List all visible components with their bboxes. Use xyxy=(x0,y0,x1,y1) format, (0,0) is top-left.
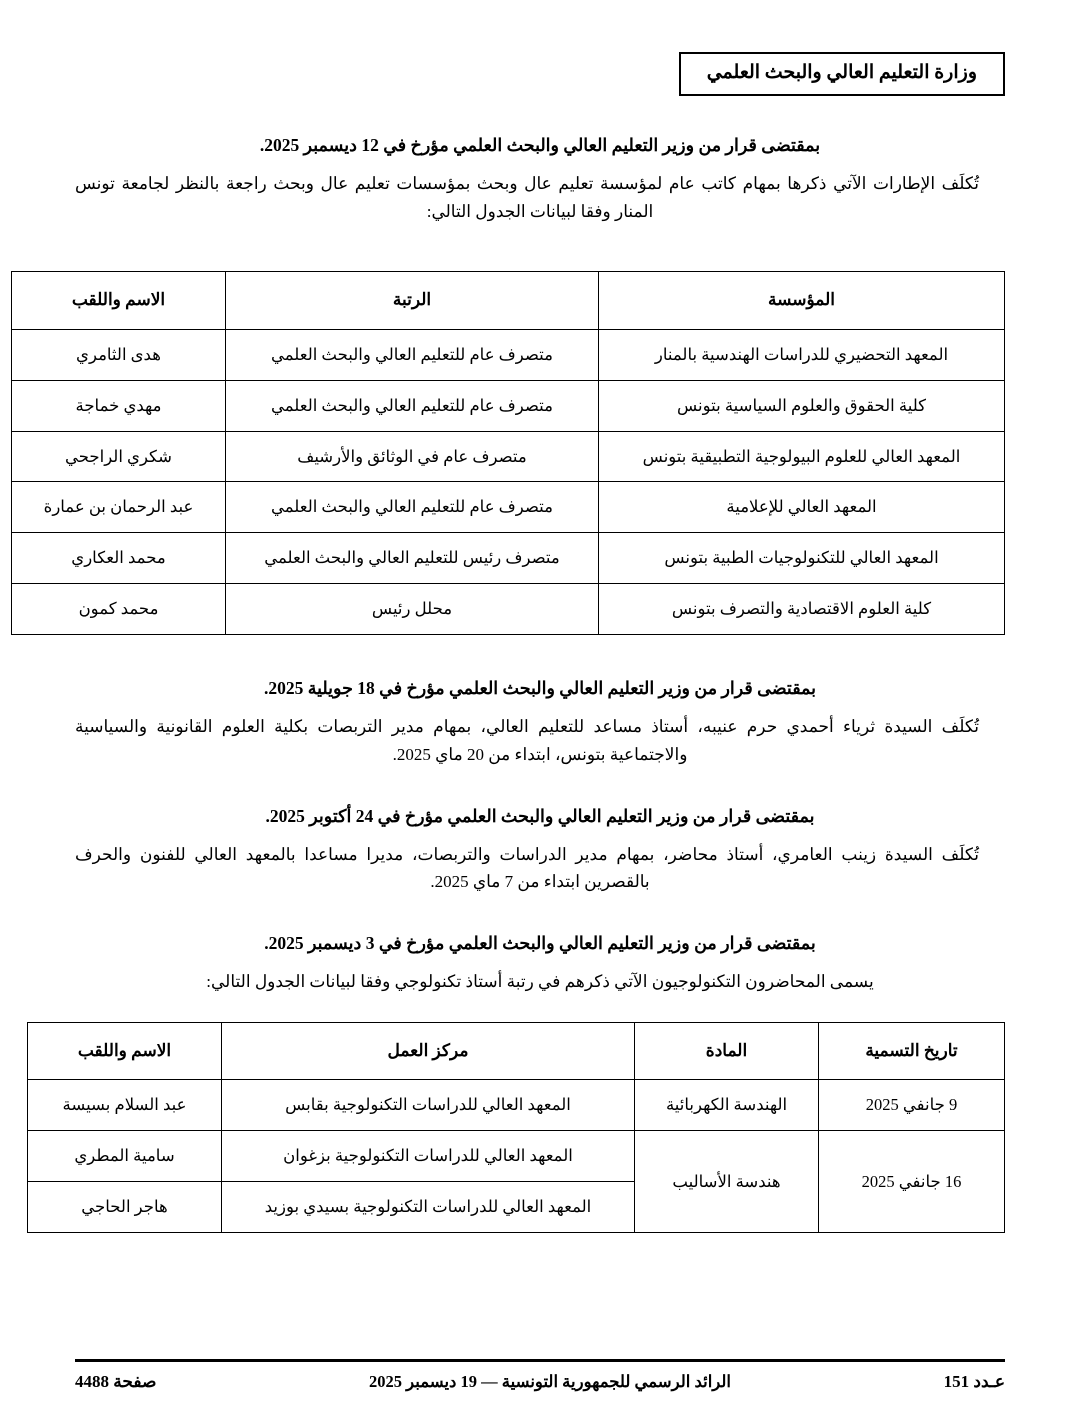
decree-body-3: تُكلَف السيدة زينب العامري، أستاذ محاضر، بمهام مدير الدراسات والتربصات، مديرا مساعدا بالمعهد العالي للفنون والحرف بالقصرين ابتداء من 7 ماي 2025. xyxy=(75,844,979,892)
footer-journal-title: الرائد الرسمي للجمهورية التونسية — 19 ديسمبر 2025 xyxy=(368,1372,732,1391)
table2-cell-name: هاجر الحاجي xyxy=(28,1182,222,1233)
table-row xyxy=(12,380,1005,431)
table1-cell-rank: محلل رئيس xyxy=(226,584,599,635)
table2-cell-subject: هندسة الأساليب xyxy=(635,1131,819,1233)
table1-header-name: الاسم واللقب xyxy=(12,272,226,330)
table-row xyxy=(12,482,1005,533)
ministry-header xyxy=(75,52,1005,96)
table1-header-rank: الرتبة xyxy=(226,272,599,330)
table-row xyxy=(28,1080,1005,1131)
table1-cell-rank: متصرف عام في الوثائق والأرشيف xyxy=(226,431,599,482)
table1-cell-rank: متصرف رئيس للتعليم العالي والبحث العلمي xyxy=(226,533,599,584)
table2-header-date: تاريخ التسمية xyxy=(819,1022,1005,1080)
table1-cell-rank: متصرف عام للتعليم العالي والبحث العلمي xyxy=(226,380,599,431)
table1-header-institution: المؤسسة xyxy=(599,272,1005,330)
table1-cell-name: مهدي خماجة xyxy=(12,380,226,431)
decree-title-1: بمقتضى قرار من وزير التعليم العالي والبحث العلمي مؤرخ في 12 ديسمبر 2025. xyxy=(259,134,821,155)
footer-page-number: صفحة 4488 xyxy=(75,1372,157,1391)
table2-header-name: الاسم واللقب xyxy=(28,1022,222,1080)
table-row xyxy=(12,533,1005,584)
table2-header-subject: المادة xyxy=(635,1022,819,1080)
table2-cell-subject: الهندسة الكهربائية xyxy=(635,1080,819,1131)
table1-cell-institution: المعهد العالي للتكنولوجيات الطبية بتونس xyxy=(599,533,1005,584)
decree-title-4: بمقتضى قرار من وزير التعليم العالي والبحث العلمي مؤرخ في 3 ديسمبر 2025. xyxy=(264,932,816,953)
table-header-row xyxy=(28,1022,1005,1080)
table2-cell-name: سامية المطري xyxy=(28,1131,222,1182)
table1-cell-institution: كلية العلوم الاقتصادية والتصرف بتونس xyxy=(599,584,1005,635)
table2-cell-workplace: المعهد العالي للدراسات التكنولوجية بزغوان xyxy=(222,1131,635,1182)
table1-cell-name: عبد الرحمان بن عمارة xyxy=(12,482,226,533)
table1-cell-institution: المعهد العالي للإعلامية xyxy=(599,482,1005,533)
table2-cell-date: 9 جانفي 2025 xyxy=(819,1080,1005,1131)
table1-cell-institution: المعهد العالي للعلوم البيولوجية التطبيقية بتونس xyxy=(599,431,1005,482)
decree-body-1: تُكلَف الإطارات الآتي ذكرها بمهام كاتب عام لمؤسسة تعليم عال وبحث بمؤسسات تعليم عال وبحث راجعة بالنظر لجامعة تونس المنار وفقا لبيانات الجدول التالي: xyxy=(75,174,979,221)
table2-header-workplace: مركز العمل xyxy=(222,1022,635,1080)
ministry-name: وزارة التعليم العالي والبحث العلمي xyxy=(679,52,1005,96)
appointments-table-2 xyxy=(27,1022,1005,1233)
table-row xyxy=(12,584,1005,635)
table1-cell-institution: المعهد التحضيري للدراسات الهندسية بالمنار xyxy=(599,329,1005,380)
table2-cell-workplace: المعهد العالي للدراسات التكنولوجية بقابس xyxy=(222,1080,635,1131)
decree-title-3: بمقتضى قرار من وزير التعليم العالي والبحث العلمي مؤرخ في 24 أكتوبر 2025. xyxy=(265,805,815,826)
table1-cell-rank: متصرف عام للتعليم العالي والبحث العلمي xyxy=(226,482,599,533)
table-row xyxy=(12,329,1005,380)
table1-cell-name: محمد العكاري xyxy=(12,533,226,584)
table-row xyxy=(12,431,1005,482)
table-header-row xyxy=(12,272,1005,330)
table2-cell-name: عبد السلام بسيسة xyxy=(28,1080,222,1131)
table-row xyxy=(28,1131,1005,1182)
appointments-table-1 xyxy=(11,271,1005,635)
table2-cell-date: 16 جانفي 2025 xyxy=(819,1131,1005,1233)
table1-cell-name: محمد كمون xyxy=(12,584,226,635)
table1-cell-name: شكري الراجحي xyxy=(12,431,226,482)
table1-cell-name: هدى الثامري xyxy=(12,329,226,380)
table1-cell-institution: كلية الحقوق والعلوم السياسية بتونس xyxy=(599,380,1005,431)
decree-title-2: بمقتضى قرار من وزير التعليم العالي والبحث العلمي مؤرخ في 18 جويلية 2025. xyxy=(263,678,817,699)
page-footer xyxy=(75,1359,1005,1392)
decree-body-2: تُكلَف السيدة ثرياء أحمدي حرم عنيبه، أستاذ مساعد للتعليم العالي، بمهام مدير التربصات بكلية العلوم القانونية والسياسية والاجتماعية بتونس، ابتداء من 20 ماي 2025. xyxy=(75,717,979,765)
footer-divider xyxy=(75,1359,1005,1362)
decree-body-4: يسمى المحاضرون التكنولوجيون الآتي ذكرهم في رتبة أستاذ تكنولوجي وفقا لبيانات الجدول التالي: xyxy=(206,972,874,992)
footer-issue-number: عـدد 151 xyxy=(943,1372,1005,1391)
table1-cell-rank: متصرف عام للتعليم العالي والبحث العلمي xyxy=(226,329,599,380)
table2-cell-workplace: المعهد العالي للدراسات التكنولوجية بسيدي بوزيد xyxy=(222,1182,635,1233)
